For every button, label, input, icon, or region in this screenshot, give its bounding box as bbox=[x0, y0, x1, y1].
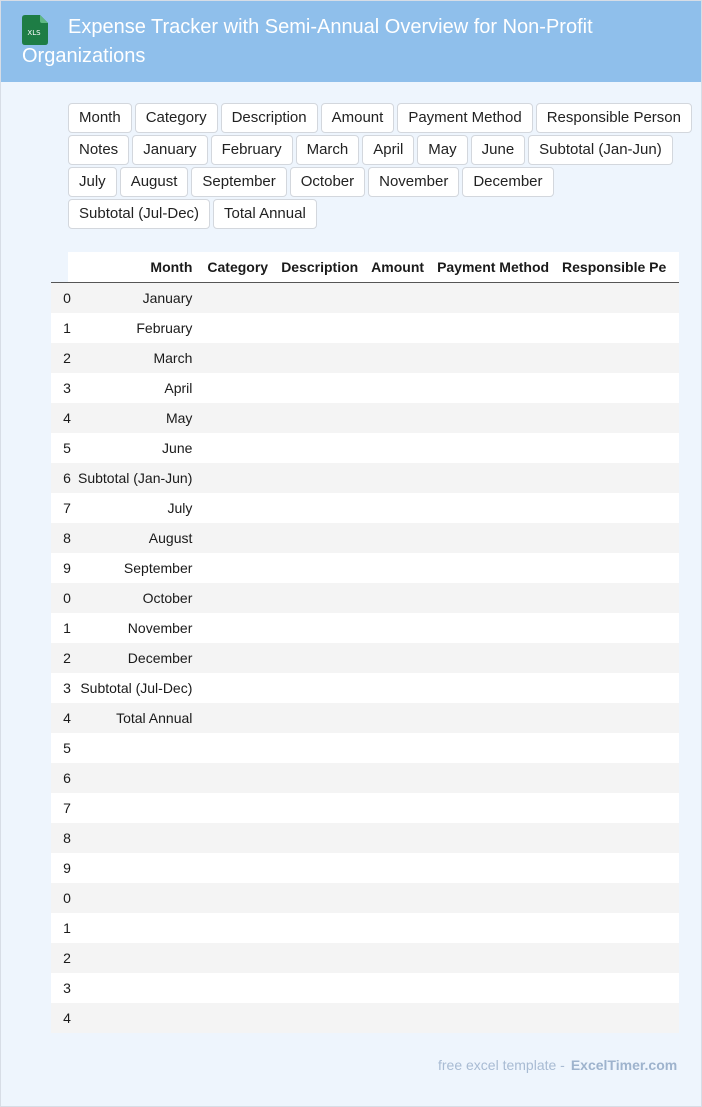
table-cell[interactable] bbox=[275, 403, 365, 433]
table-cell[interactable] bbox=[556, 313, 679, 343]
table-cell[interactable] bbox=[431, 583, 556, 613]
table-cell[interactable] bbox=[201, 763, 275, 793]
table-cell[interactable] bbox=[556, 553, 679, 583]
column-chip[interactable]: Subtotal (Jul-Dec) bbox=[68, 199, 210, 229]
table-cell[interactable] bbox=[556, 883, 679, 913]
month-cell[interactable]: September bbox=[123, 560, 193, 576]
table-cell[interactable] bbox=[365, 403, 431, 433]
row-index-label: 0 bbox=[63, 290, 71, 306]
table-cell[interactable] bbox=[201, 973, 275, 1003]
table-cell[interactable] bbox=[201, 1003, 275, 1033]
table-cell[interactable] bbox=[365, 883, 431, 913]
table-cell[interactable] bbox=[275, 313, 365, 343]
table-cell[interactable] bbox=[556, 913, 679, 943]
table-cell[interactable] bbox=[275, 853, 365, 883]
table-row bbox=[51, 643, 679, 673]
month-cell[interactable] bbox=[67, 943, 202, 973]
row-index-label: 1 bbox=[63, 320, 71, 336]
table-cell[interactable] bbox=[275, 913, 365, 943]
table-cell[interactable] bbox=[556, 343, 679, 373]
table-cell[interactable] bbox=[431, 883, 556, 913]
table-cell[interactable] bbox=[556, 463, 679, 493]
table-cell[interactable] bbox=[365, 643, 431, 673]
table-cell[interactable] bbox=[556, 283, 679, 314]
table-cell[interactable] bbox=[556, 613, 679, 643]
month-cell[interactable]: August bbox=[148, 530, 193, 546]
column-chip[interactable]: December bbox=[462, 167, 553, 197]
row-index-label: 8 bbox=[63, 530, 71, 546]
table-cell[interactable] bbox=[365, 1003, 431, 1033]
table-row bbox=[51, 673, 679, 703]
table-cell[interactable] bbox=[201, 733, 275, 763]
table-cell[interactable] bbox=[556, 823, 679, 853]
row-index bbox=[51, 1003, 71, 1033]
row-index-label: 0 bbox=[63, 590, 71, 606]
table-cell[interactable] bbox=[556, 1003, 679, 1033]
table-row bbox=[51, 913, 679, 943]
table-cell[interactable] bbox=[556, 703, 679, 733]
table-cell[interactable] bbox=[365, 463, 431, 493]
table-cell[interactable] bbox=[556, 493, 679, 523]
table-cell[interactable] bbox=[275, 553, 365, 583]
column-chip[interactable]: Month bbox=[68, 103, 132, 133]
table-cell[interactable] bbox=[275, 943, 365, 973]
table-cell[interactable] bbox=[201, 853, 275, 883]
table-cell[interactable] bbox=[201, 913, 275, 943]
month-cell[interactable] bbox=[67, 1003, 202, 1033]
table-cell[interactable] bbox=[431, 673, 556, 703]
row-index-label: 2 bbox=[63, 350, 71, 366]
table-cell[interactable] bbox=[556, 583, 679, 613]
row-index-label: 2 bbox=[63, 650, 71, 666]
row-index bbox=[51, 283, 71, 314]
month-cell[interactable]: Subtotal (Jul-Dec) bbox=[80, 680, 193, 696]
row-index bbox=[51, 373, 71, 403]
table-cell[interactable] bbox=[365, 733, 431, 763]
table-cell[interactable] bbox=[365, 313, 431, 343]
table-cell[interactable] bbox=[365, 613, 431, 643]
column-chip[interactable]: January bbox=[132, 135, 207, 165]
row-index bbox=[51, 553, 71, 583]
row-index-label: 3 bbox=[63, 380, 71, 396]
table-cell[interactable] bbox=[431, 553, 556, 583]
table-cell[interactable] bbox=[365, 433, 431, 463]
column-chip-list bbox=[68, 103, 698, 231]
table-cell[interactable] bbox=[556, 763, 679, 793]
table-cell[interactable] bbox=[201, 793, 275, 823]
table-cell[interactable] bbox=[201, 463, 275, 493]
row-index-label: 3 bbox=[63, 980, 71, 996]
table-cell[interactable] bbox=[431, 343, 556, 373]
table-cell[interactable] bbox=[365, 553, 431, 583]
row-index-label: 9 bbox=[63, 560, 71, 576]
column-chip[interactable]: July bbox=[68, 167, 117, 197]
table-cell[interactable] bbox=[201, 703, 275, 733]
data-table-viewport[interactable] bbox=[63, 252, 679, 1033]
table-cell[interactable] bbox=[275, 433, 365, 463]
table-row bbox=[51, 583, 679, 613]
table-cell[interactable] bbox=[556, 373, 679, 403]
table-cell[interactable] bbox=[365, 583, 431, 613]
row-index-label: 5 bbox=[63, 740, 71, 756]
row-index-label: 4 bbox=[63, 410, 71, 426]
row-index bbox=[51, 313, 71, 343]
table-row bbox=[51, 493, 679, 523]
table-cell[interactable] bbox=[365, 373, 431, 403]
row-index-label: 6 bbox=[63, 470, 71, 486]
table-row bbox=[51, 433, 679, 463]
row-index bbox=[51, 583, 71, 613]
row-index-label: 4 bbox=[63, 1010, 71, 1026]
table-cell[interactable] bbox=[201, 553, 275, 583]
table-row bbox=[51, 793, 679, 823]
table-cell[interactable] bbox=[431, 463, 556, 493]
table-cell[interactable] bbox=[431, 703, 556, 733]
row-index bbox=[51, 343, 71, 373]
table-row bbox=[51, 973, 679, 1003]
table-body bbox=[51, 283, 679, 1034]
table-cell[interactable] bbox=[365, 343, 431, 373]
column-chip[interactable]: Notes bbox=[68, 135, 129, 165]
column-chip[interactable]: October bbox=[290, 167, 365, 197]
column-header[interactable]: Category bbox=[207, 259, 269, 275]
row-index-label: 3 bbox=[63, 680, 71, 696]
table-cell[interactable] bbox=[556, 793, 679, 823]
table-cell[interactable] bbox=[431, 1003, 556, 1033]
month-cell[interactable] bbox=[67, 853, 202, 883]
table-cell[interactable] bbox=[201, 643, 275, 673]
column-chip[interactable]: August bbox=[120, 167, 189, 197]
table-row bbox=[51, 283, 679, 314]
row-index bbox=[51, 763, 71, 793]
table-row bbox=[51, 553, 679, 583]
column-header[interactable]: Month bbox=[150, 259, 193, 275]
table-row bbox=[51, 403, 679, 433]
month-cell[interactable]: May bbox=[165, 410, 193, 426]
column-header[interactable]: Amount bbox=[371, 259, 425, 275]
table-cell[interactable] bbox=[275, 373, 365, 403]
month-cell[interactable] bbox=[67, 733, 202, 763]
page-title: Expense Tracker with Semi-Annual Overview for Non-Profit Organizations bbox=[22, 16, 593, 67]
table-cell[interactable] bbox=[275, 1003, 365, 1033]
table-cell[interactable] bbox=[431, 943, 556, 973]
table-cell[interactable] bbox=[201, 613, 275, 643]
table-row bbox=[51, 613, 679, 643]
table-cell[interactable] bbox=[365, 283, 431, 314]
table-cell[interactable] bbox=[201, 283, 275, 314]
row-index-label: 1 bbox=[63, 620, 71, 636]
table-cell[interactable] bbox=[365, 673, 431, 703]
table-cell[interactable] bbox=[365, 523, 431, 553]
footer-text: free excel template - bbox=[438, 1057, 565, 1073]
page-header bbox=[1, 1, 701, 82]
row-index-label: 8 bbox=[63, 830, 71, 846]
table-cell[interactable] bbox=[556, 853, 679, 883]
month-cell[interactable]: November bbox=[127, 620, 193, 636]
table-row bbox=[51, 733, 679, 763]
row-index bbox=[51, 613, 71, 643]
column-chip[interactable]: Payment Method bbox=[397, 103, 532, 133]
table-cell[interactable] bbox=[365, 763, 431, 793]
row-index-label: 4 bbox=[63, 710, 71, 726]
table-cell[interactable] bbox=[275, 283, 365, 314]
footer bbox=[438, 1057, 677, 1073]
table-cell[interactable] bbox=[275, 823, 365, 853]
table-cell[interactable] bbox=[365, 973, 431, 1003]
table-cell[interactable] bbox=[431, 283, 556, 314]
column-chip[interactable]: February bbox=[211, 135, 293, 165]
table-cell[interactable] bbox=[275, 703, 365, 733]
column-chip[interactable]: Subtotal (Jan-Jun) bbox=[528, 135, 673, 165]
table-row bbox=[51, 853, 679, 883]
column-header[interactable]: Description bbox=[281, 259, 359, 275]
row-index bbox=[51, 733, 71, 763]
table-row bbox=[51, 463, 679, 493]
month-cell[interactable] bbox=[67, 973, 202, 1003]
column-chip[interactable]: Description bbox=[221, 103, 318, 133]
table-cell[interactable] bbox=[365, 943, 431, 973]
table-cell[interactable] bbox=[201, 583, 275, 613]
table-row bbox=[51, 343, 679, 373]
row-index bbox=[51, 433, 71, 463]
row-index bbox=[51, 943, 71, 973]
table-cell[interactable] bbox=[431, 643, 556, 673]
column-header[interactable]: Responsible Pe bbox=[562, 259, 667, 275]
table-cell[interactable] bbox=[365, 913, 431, 943]
table-cell[interactable] bbox=[201, 373, 275, 403]
table-cell[interactable] bbox=[431, 403, 556, 433]
row-index bbox=[51, 673, 71, 703]
table-row bbox=[51, 1003, 679, 1033]
row-index bbox=[51, 403, 71, 433]
row-index bbox=[51, 853, 71, 883]
data-table bbox=[51, 252, 679, 1033]
table-cell[interactable] bbox=[201, 523, 275, 553]
table-cell[interactable] bbox=[201, 823, 275, 853]
row-index-label: 9 bbox=[63, 860, 71, 876]
row-index bbox=[51, 793, 71, 823]
table-cell[interactable] bbox=[556, 523, 679, 553]
row-index bbox=[51, 643, 71, 673]
table-row bbox=[51, 523, 679, 553]
table-cell[interactable] bbox=[275, 763, 365, 793]
xls-icon-label: XLS bbox=[27, 29, 41, 37]
table-row bbox=[51, 373, 679, 403]
table-cell[interactable] bbox=[201, 343, 275, 373]
table-cell[interactable] bbox=[201, 673, 275, 703]
column-chip[interactable]: Responsible Person bbox=[536, 103, 692, 133]
table-cell[interactable] bbox=[556, 943, 679, 973]
column-header[interactable]: Payment Method bbox=[437, 259, 550, 275]
index-header bbox=[51, 252, 67, 283]
column-chip[interactable]: Category bbox=[135, 103, 218, 133]
row-index bbox=[51, 973, 71, 1003]
table-cell[interactable] bbox=[431, 913, 556, 943]
table-cell[interactable] bbox=[275, 583, 365, 613]
table-cell[interactable] bbox=[365, 793, 431, 823]
row-index-label: 5 bbox=[63, 440, 71, 456]
month-cell[interactable] bbox=[67, 913, 202, 943]
table-row bbox=[51, 763, 679, 793]
table-cell[interactable] bbox=[201, 313, 275, 343]
month-cell[interactable]: February bbox=[136, 320, 193, 336]
table-cell[interactable] bbox=[275, 343, 365, 373]
month-cell[interactable]: April bbox=[164, 380, 193, 396]
month-cell[interactable]: June bbox=[162, 440, 193, 456]
month-cell[interactable]: July bbox=[167, 500, 193, 516]
month-cell[interactable]: March bbox=[153, 350, 193, 366]
table-cell[interactable] bbox=[275, 793, 365, 823]
table-cell[interactable] bbox=[365, 493, 431, 523]
column-chip[interactable]: November bbox=[368, 167, 459, 197]
table-cell[interactable] bbox=[275, 613, 365, 643]
table-cell[interactable] bbox=[556, 433, 679, 463]
month-cell[interactable]: December bbox=[127, 650, 193, 666]
table-cell[interactable] bbox=[275, 493, 365, 523]
row-index bbox=[51, 703, 71, 733]
table-cell[interactable] bbox=[431, 853, 556, 883]
column-chip[interactable]: Amount bbox=[321, 103, 395, 133]
column-chip[interactable]: Total Annual bbox=[213, 199, 317, 229]
table-cell[interactable] bbox=[201, 493, 275, 523]
table-cell[interactable] bbox=[431, 763, 556, 793]
table-cell[interactable] bbox=[365, 823, 431, 853]
table-row bbox=[51, 943, 679, 973]
table-cell[interactable] bbox=[365, 853, 431, 883]
month-cell[interactable] bbox=[67, 883, 202, 913]
table-row bbox=[51, 823, 679, 853]
table-cell[interactable] bbox=[556, 643, 679, 673]
month-cell[interactable] bbox=[67, 823, 202, 853]
row-index-label: 6 bbox=[63, 770, 71, 786]
table-cell[interactable] bbox=[275, 733, 365, 763]
table-cell[interactable] bbox=[275, 973, 365, 1003]
row-index bbox=[51, 523, 71, 553]
table-cell[interactable] bbox=[431, 733, 556, 763]
row-index-label: 2 bbox=[63, 950, 71, 966]
month-cell[interactable] bbox=[67, 793, 202, 823]
month-cell[interactable] bbox=[67, 763, 202, 793]
month-cell[interactable]: January bbox=[142, 290, 193, 306]
table-cell[interactable] bbox=[201, 433, 275, 463]
row-index-label: 7 bbox=[63, 500, 71, 516]
month-cell[interactable]: Subtotal (Jan-Jun) bbox=[77, 470, 193, 486]
table-cell[interactable] bbox=[556, 403, 679, 433]
table-header-row bbox=[51, 252, 679, 283]
table-row bbox=[51, 703, 679, 733]
table-cell[interactable] bbox=[556, 733, 679, 763]
table-cell[interactable] bbox=[275, 673, 365, 703]
table-cell[interactable] bbox=[275, 523, 365, 553]
table-cell[interactable] bbox=[556, 973, 679, 1003]
table-cell[interactable] bbox=[431, 613, 556, 643]
row-index-label: 7 bbox=[63, 800, 71, 816]
table-cell[interactable] bbox=[431, 793, 556, 823]
table-cell[interactable] bbox=[431, 313, 556, 343]
month-cell[interactable]: Total Annual bbox=[116, 710, 193, 726]
row-index bbox=[51, 463, 71, 493]
column-chip[interactable]: September bbox=[191, 167, 286, 197]
table-cell[interactable] bbox=[556, 673, 679, 703]
table-row bbox=[51, 313, 679, 343]
table-row bbox=[51, 883, 679, 913]
column-chip[interactable]: March bbox=[296, 135, 360, 165]
column-chip[interactable]: June bbox=[471, 135, 526, 165]
table-cell[interactable] bbox=[275, 883, 365, 913]
table-cell[interactable] bbox=[431, 433, 556, 463]
month-cell[interactable]: October bbox=[142, 590, 193, 606]
row-index bbox=[51, 883, 71, 913]
row-index bbox=[51, 913, 71, 943]
table-cell[interactable] bbox=[365, 703, 431, 733]
table-cell[interactable] bbox=[275, 643, 365, 673]
table-cell[interactable] bbox=[201, 943, 275, 973]
table-cell[interactable] bbox=[431, 523, 556, 553]
column-chip[interactable]: May bbox=[417, 135, 467, 165]
footer-brand-link[interactable]: ExcelTimer.com bbox=[570, 1057, 678, 1073]
table-cell[interactable] bbox=[431, 493, 556, 523]
row-index bbox=[51, 823, 71, 853]
table-cell[interactable] bbox=[431, 373, 556, 403]
row-index-label: 0 bbox=[63, 890, 71, 906]
row-index bbox=[51, 493, 71, 523]
table-cell[interactable] bbox=[201, 403, 275, 433]
table-cell[interactable] bbox=[431, 823, 556, 853]
row-index-label: 1 bbox=[63, 920, 71, 936]
table-cell[interactable] bbox=[275, 463, 365, 493]
column-chip[interactable]: April bbox=[362, 135, 414, 165]
table-cell[interactable] bbox=[201, 883, 275, 913]
table-cell[interactable] bbox=[431, 973, 556, 1003]
